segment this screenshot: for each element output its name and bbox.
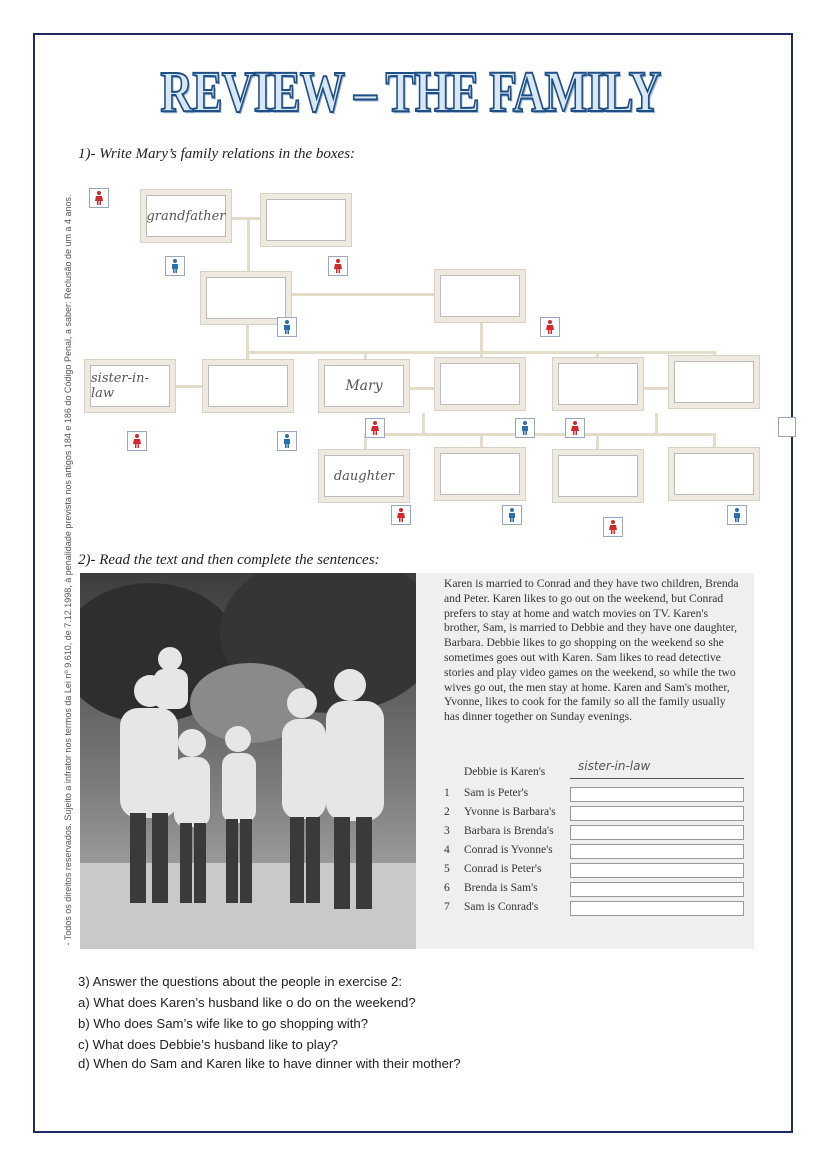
tree-box-answer[interactable] xyxy=(552,449,644,503)
example-sentence: Debbie is Karen's sister-in-law xyxy=(436,766,736,784)
reading-paragraph: Karen is married to Conrad and they have two children, Brenda and Peter. Karen likes to go out on the weekend, but Conrad prefers to stay at home and watch movies on TV. Karen's brother, Sam, is married to Debbie and they have one daughter, Barbara. Debbie likes to go shopping on the weekend so she sometimes goes out with Karen. Sam likes to read detective stories and play video games on the weekend, so while the two wives go out, the men stay at home. Karen and Sam's mother, Yvonne, likes to cook for the family so all the family usually has dinner together on Sunday evenings. xyxy=(444,577,739,724)
reading-text-panel xyxy=(416,573,754,949)
tree-box-daughter: daughter xyxy=(318,449,410,503)
female-icon xyxy=(89,188,109,208)
female-icon xyxy=(127,431,147,451)
tree-box-answer[interactable] xyxy=(202,359,294,413)
family-tree xyxy=(80,175,800,545)
female-icon xyxy=(540,317,560,337)
sentence-row: 7 Sam is Conrad's xyxy=(436,901,736,919)
male-icon xyxy=(727,505,747,525)
exercise1-instruction: 1)- Write Mary’s family relations in the boxes: xyxy=(78,146,356,162)
tree-box-grandfather: grandfather xyxy=(140,189,232,243)
tree-box-answer[interactable] xyxy=(434,447,526,501)
exercise2-instruction: 2)- Read the text and then complete the sentences: xyxy=(78,552,380,568)
tree-box-answer[interactable] xyxy=(434,357,526,411)
side-copyright-note: - Todos os direitos reservados. Sujeito a infrator nos termos da Lei nº 9.610, de 7.12.1998, à penalidade prevista nos artigos 184 e 186 do Código Penal, a saber: Reclusão de um a 4 anos. xyxy=(63,194,73,946)
male-icon xyxy=(502,505,522,525)
answer-field[interactable] xyxy=(570,806,744,821)
answer-field[interactable] xyxy=(570,844,744,859)
tree-box-answer[interactable] xyxy=(260,193,352,247)
tree-box-answer[interactable] xyxy=(668,355,760,409)
sentence-row: 5 Conrad is Peter's xyxy=(436,863,736,881)
female-icon xyxy=(328,256,348,276)
sentence-row: 1 Sam is Peter's xyxy=(436,787,736,805)
female-icon xyxy=(365,418,385,438)
question-d: d) When do Sam and Karen like to have dinner with their mother? xyxy=(78,1056,461,1071)
family-photo xyxy=(80,573,416,949)
sentence-row: 6 Brenda is Sam's xyxy=(436,882,736,900)
tree-box-answer[interactable] xyxy=(668,447,760,501)
female-icon xyxy=(391,505,411,525)
tree-box-answer[interactable] xyxy=(552,357,644,411)
male-icon xyxy=(165,256,185,276)
sentence-row: 4 Conrad is Yvonne's xyxy=(436,844,736,862)
answer-field[interactable] xyxy=(570,863,744,878)
question-b: b) Who does Sam’s wife like to go shopping with? xyxy=(78,1016,369,1031)
example-answer: sister-in-law xyxy=(570,759,744,779)
sentence-row: 2 Yvonne is Barbara's xyxy=(436,806,736,824)
tree-box-sister-in-law: sister-in-law xyxy=(84,359,176,413)
exercise3-instruction: 3) Answer the questions about the people in exercise 2: xyxy=(78,974,403,989)
answer-field[interactable] xyxy=(570,882,744,897)
male-icon xyxy=(515,418,535,438)
female-icon xyxy=(603,517,623,537)
tree-box-answer[interactable] xyxy=(434,269,526,323)
question-a: a) What does Karen’s husband like o do on the weekend? xyxy=(78,995,416,1010)
male-icon xyxy=(778,417,796,437)
male-icon xyxy=(277,317,297,337)
question-c: c) What does Debbie’s husband like to play? xyxy=(78,1037,338,1052)
tree-box-mary: Mary xyxy=(318,359,410,413)
answer-field[interactable] xyxy=(570,901,744,916)
answer-field[interactable] xyxy=(570,787,744,802)
female-icon xyxy=(565,418,585,438)
answer-field[interactable] xyxy=(570,825,744,840)
page-title: REVIEW – THE FAMILY xyxy=(160,59,661,124)
sentence-row: 3 Barbara is Brenda's xyxy=(436,825,736,843)
male-icon xyxy=(277,431,297,451)
